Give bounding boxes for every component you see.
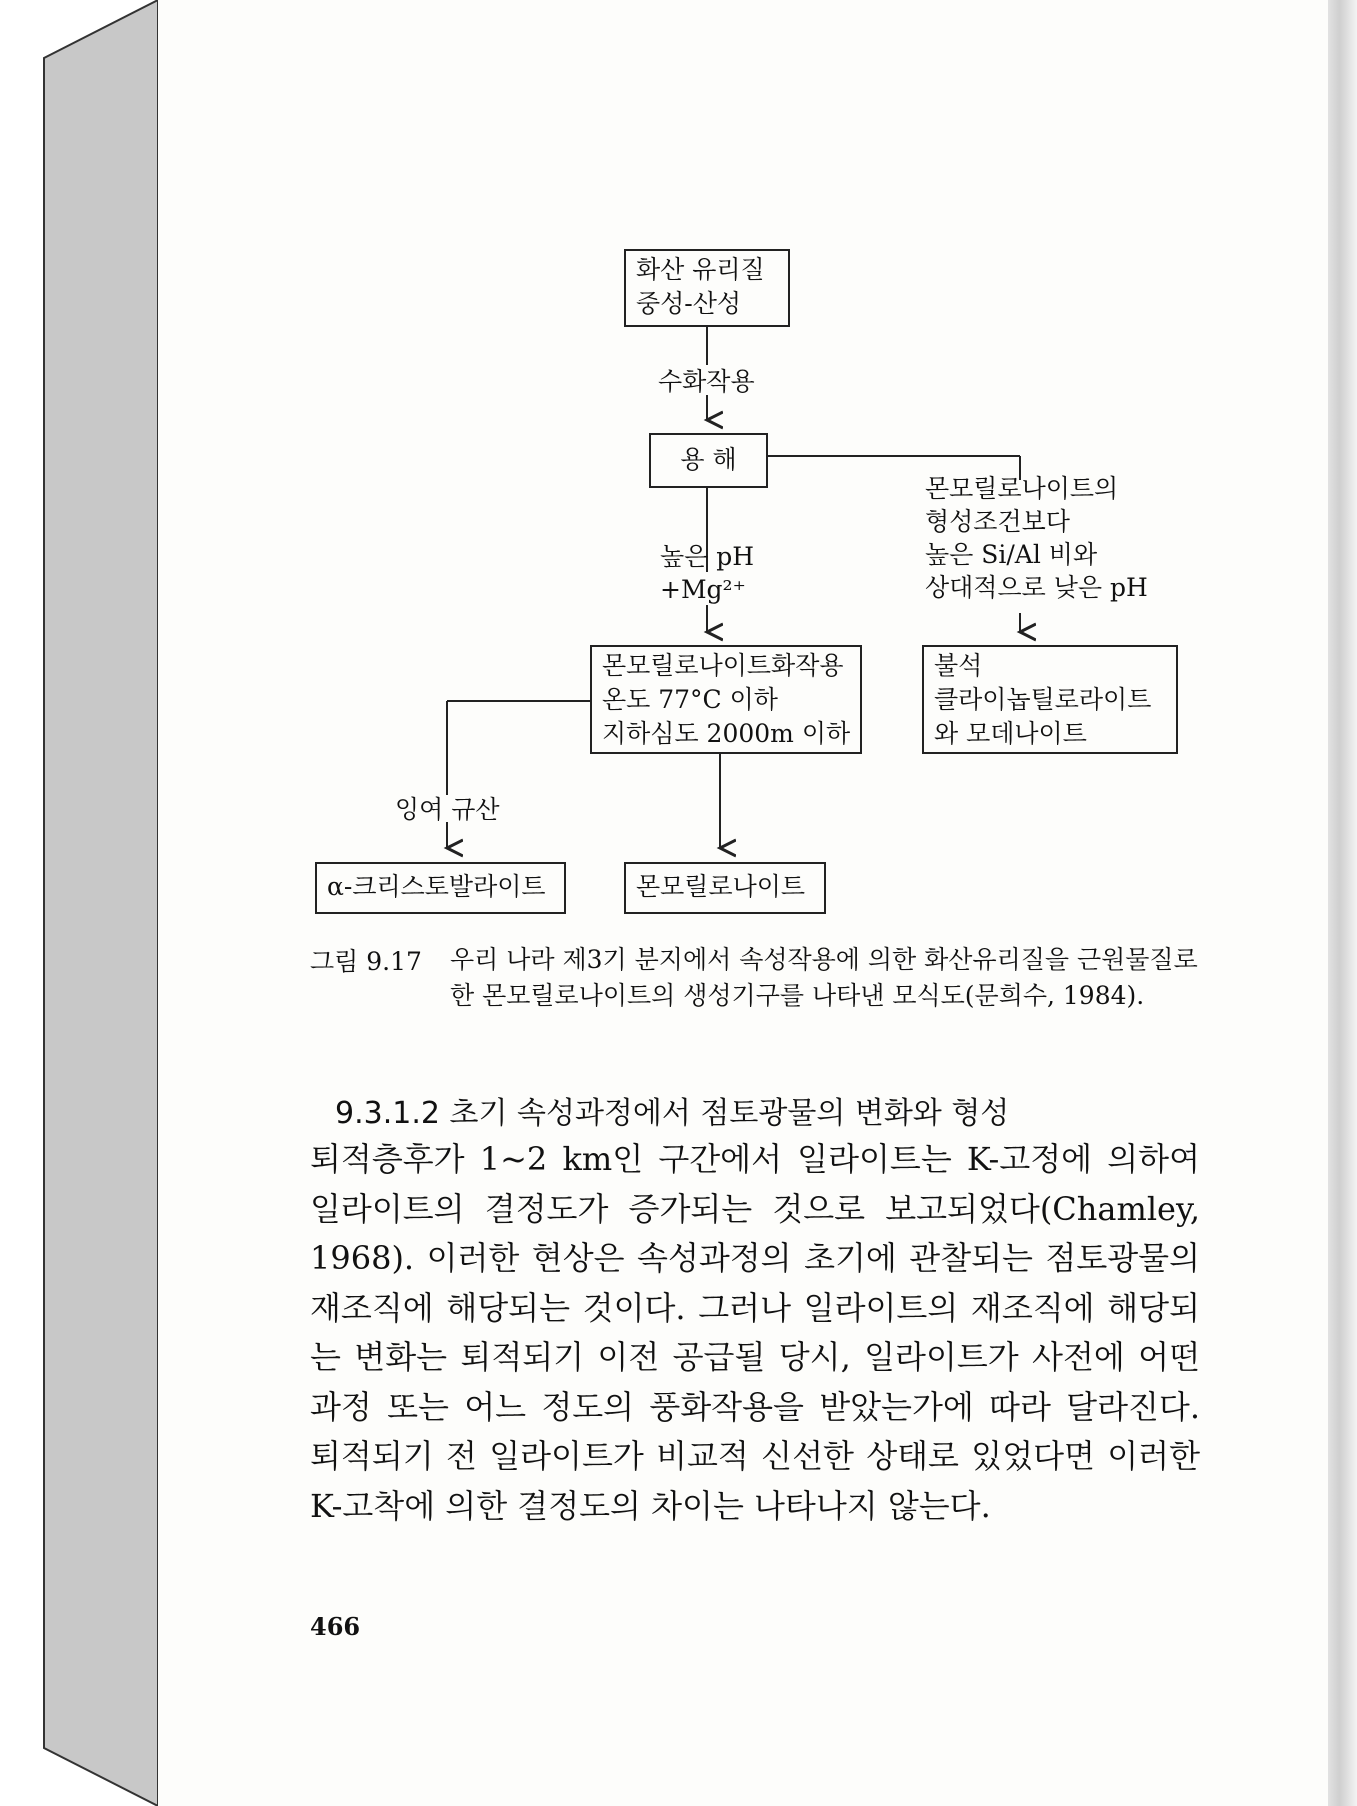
label-high-ph-line2: +Mg²⁺: [660, 575, 746, 604]
label-excess-silica: 잉여 규산: [395, 795, 500, 824]
box-montmorillonitization-line2: 온도 77°C 이하: [602, 685, 778, 714]
page-number: 466: [310, 1612, 361, 1641]
label-high-ph: [660, 540, 754, 606]
box-montmorillonitization-line1: 몬모릴로나이트화작용: [602, 651, 844, 680]
box-montmorillonitization-line3: 지하심도 2000m 이하: [602, 719, 851, 748]
box-dissolution: [649, 433, 768, 488]
box-dissolution-text: 용 해: [680, 445, 737, 474]
box-montmorillonite: [624, 862, 826, 914]
box-cristobalite-text: α-크리스토발라이트: [327, 872, 546, 901]
box-montmorillonitization: [590, 645, 862, 754]
label-side-condition-line2: 형성조건보다: [925, 507, 1070, 536]
label-hydration: 수화작용: [658, 367, 755, 396]
box-cristobalite: [315, 862, 566, 914]
body-paragraph: 퇴적층후가 1~2 km인 구간에서 일라이트는 K-고정에 의하여 일라이트의 결정도가 증가되는 것으로 보고되었다(Chamley, 1968). 이러한 현상은 속성과정의 초기에 관찰되는 점토광물의 재조직에 해당되는 것이다. 그러나 일라이트의 재조직에 해당되는 변화는 퇴적되기 이전 공급될 당시, 일라이트가 사전에 어떤 과정 또는 어느 정도의 풍화작용을 받았는가에 따라 달라진다. 퇴적되기 전 일라이트가 비교적 신선한 상태로 있었다면 이러한 K-고착에 의한 결정도의 차이는 나타나지 않는다.: [310, 1140, 1200, 1525]
label-side-condition-line3: 높은 Si/Al 비와: [925, 540, 1098, 569]
label-side-condition-line1: 몬모릴로나이트의: [925, 474, 1119, 503]
label-side-condition-line4: 상대적으로 낮은 pH: [925, 573, 1148, 602]
box-volcanic-glass-line1: 화산 유리질: [636, 255, 765, 284]
label-side-condition: [925, 472, 1148, 604]
label-high-ph-line1: 높은 pH: [660, 542, 755, 571]
section-heading: 9.3.1.2 초기 속성과정에서 점토광물의 변화와 형성: [335, 1096, 1010, 1131]
figure-caption-text: 우리 나라 제3기 분지에서 속성작용에 의한 화산유리질을 근원물질로 한 몬모릴로나이트의 생성기구를 나타낸 모식도(문희수, 1984).: [450, 945, 1198, 1010]
box-zeolite-line2: 클라이놉틸로라이트: [934, 685, 1152, 714]
box-volcanic-glass: [624, 249, 790, 327]
box-zeolite-line1: 불석: [934, 651, 983, 680]
box-montmorillonite-text: 몬모릴로나이트: [636, 872, 806, 901]
box-zeolite-line3: 와 모데나이트: [934, 719, 1087, 748]
box-zeolite: [922, 645, 1178, 754]
figure-caption-label: 그림 9.17: [310, 947, 422, 976]
box-volcanic-glass-line2: 중성-산성: [636, 289, 742, 318]
